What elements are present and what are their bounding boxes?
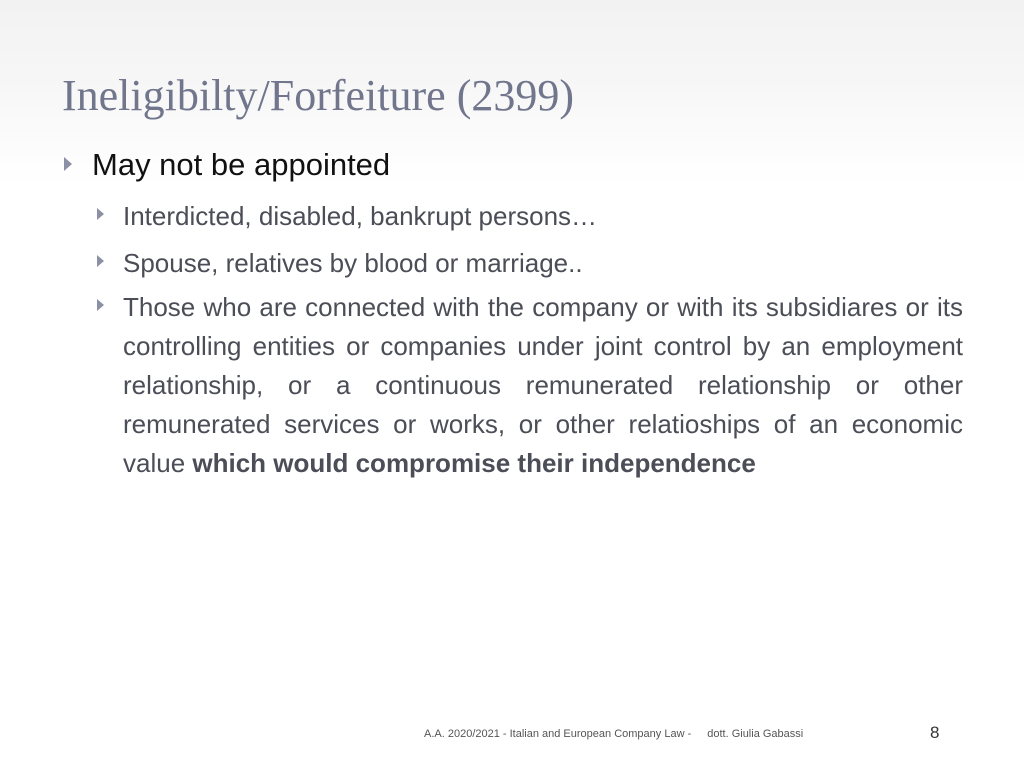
sub-bullet-text: Spouse, relatives by blood or marriage.. <box>123 248 583 278</box>
triangle-right-icon <box>97 208 104 220</box>
bullet-may-not-be-appointed <box>64 145 964 185</box>
slide-title: Ineligibilty/Forfeiture (2399) <box>62 71 574 120</box>
footer-author: dott. Giulia Gabassi <box>707 728 804 740</box>
sub-bullet-paragraph <box>123 288 963 483</box>
sub-bullet-text: Those who are connected with the company or with its subsidiares or its controlling entities or companies under joint control by an employment relationship, or a continuous remunerated relationship or other remunerated services or works, or other relatioships of an economic value <box>123 292 963 478</box>
page-number: 8 <box>930 723 940 742</box>
footer <box>424 727 803 741</box>
triangle-right-icon <box>64 157 72 171</box>
triangle-right-icon <box>97 255 104 267</box>
footer-course: A.A. 2020/2021 - Italian and European Company Law - <box>424 728 692 740</box>
sub-bullet-connected <box>97 288 967 528</box>
bullet-text: May not be appointed <box>92 147 391 182</box>
sub-bullet-spouse <box>97 244 967 283</box>
sub-bullet-emphasis: which would compromise their independence <box>192 448 756 478</box>
sub-bullet-text: Interdicted, disabled, bankrupt persons… <box>123 201 598 231</box>
sub-bullet-interdicted <box>97 197 967 236</box>
triangle-right-icon <box>97 299 104 311</box>
